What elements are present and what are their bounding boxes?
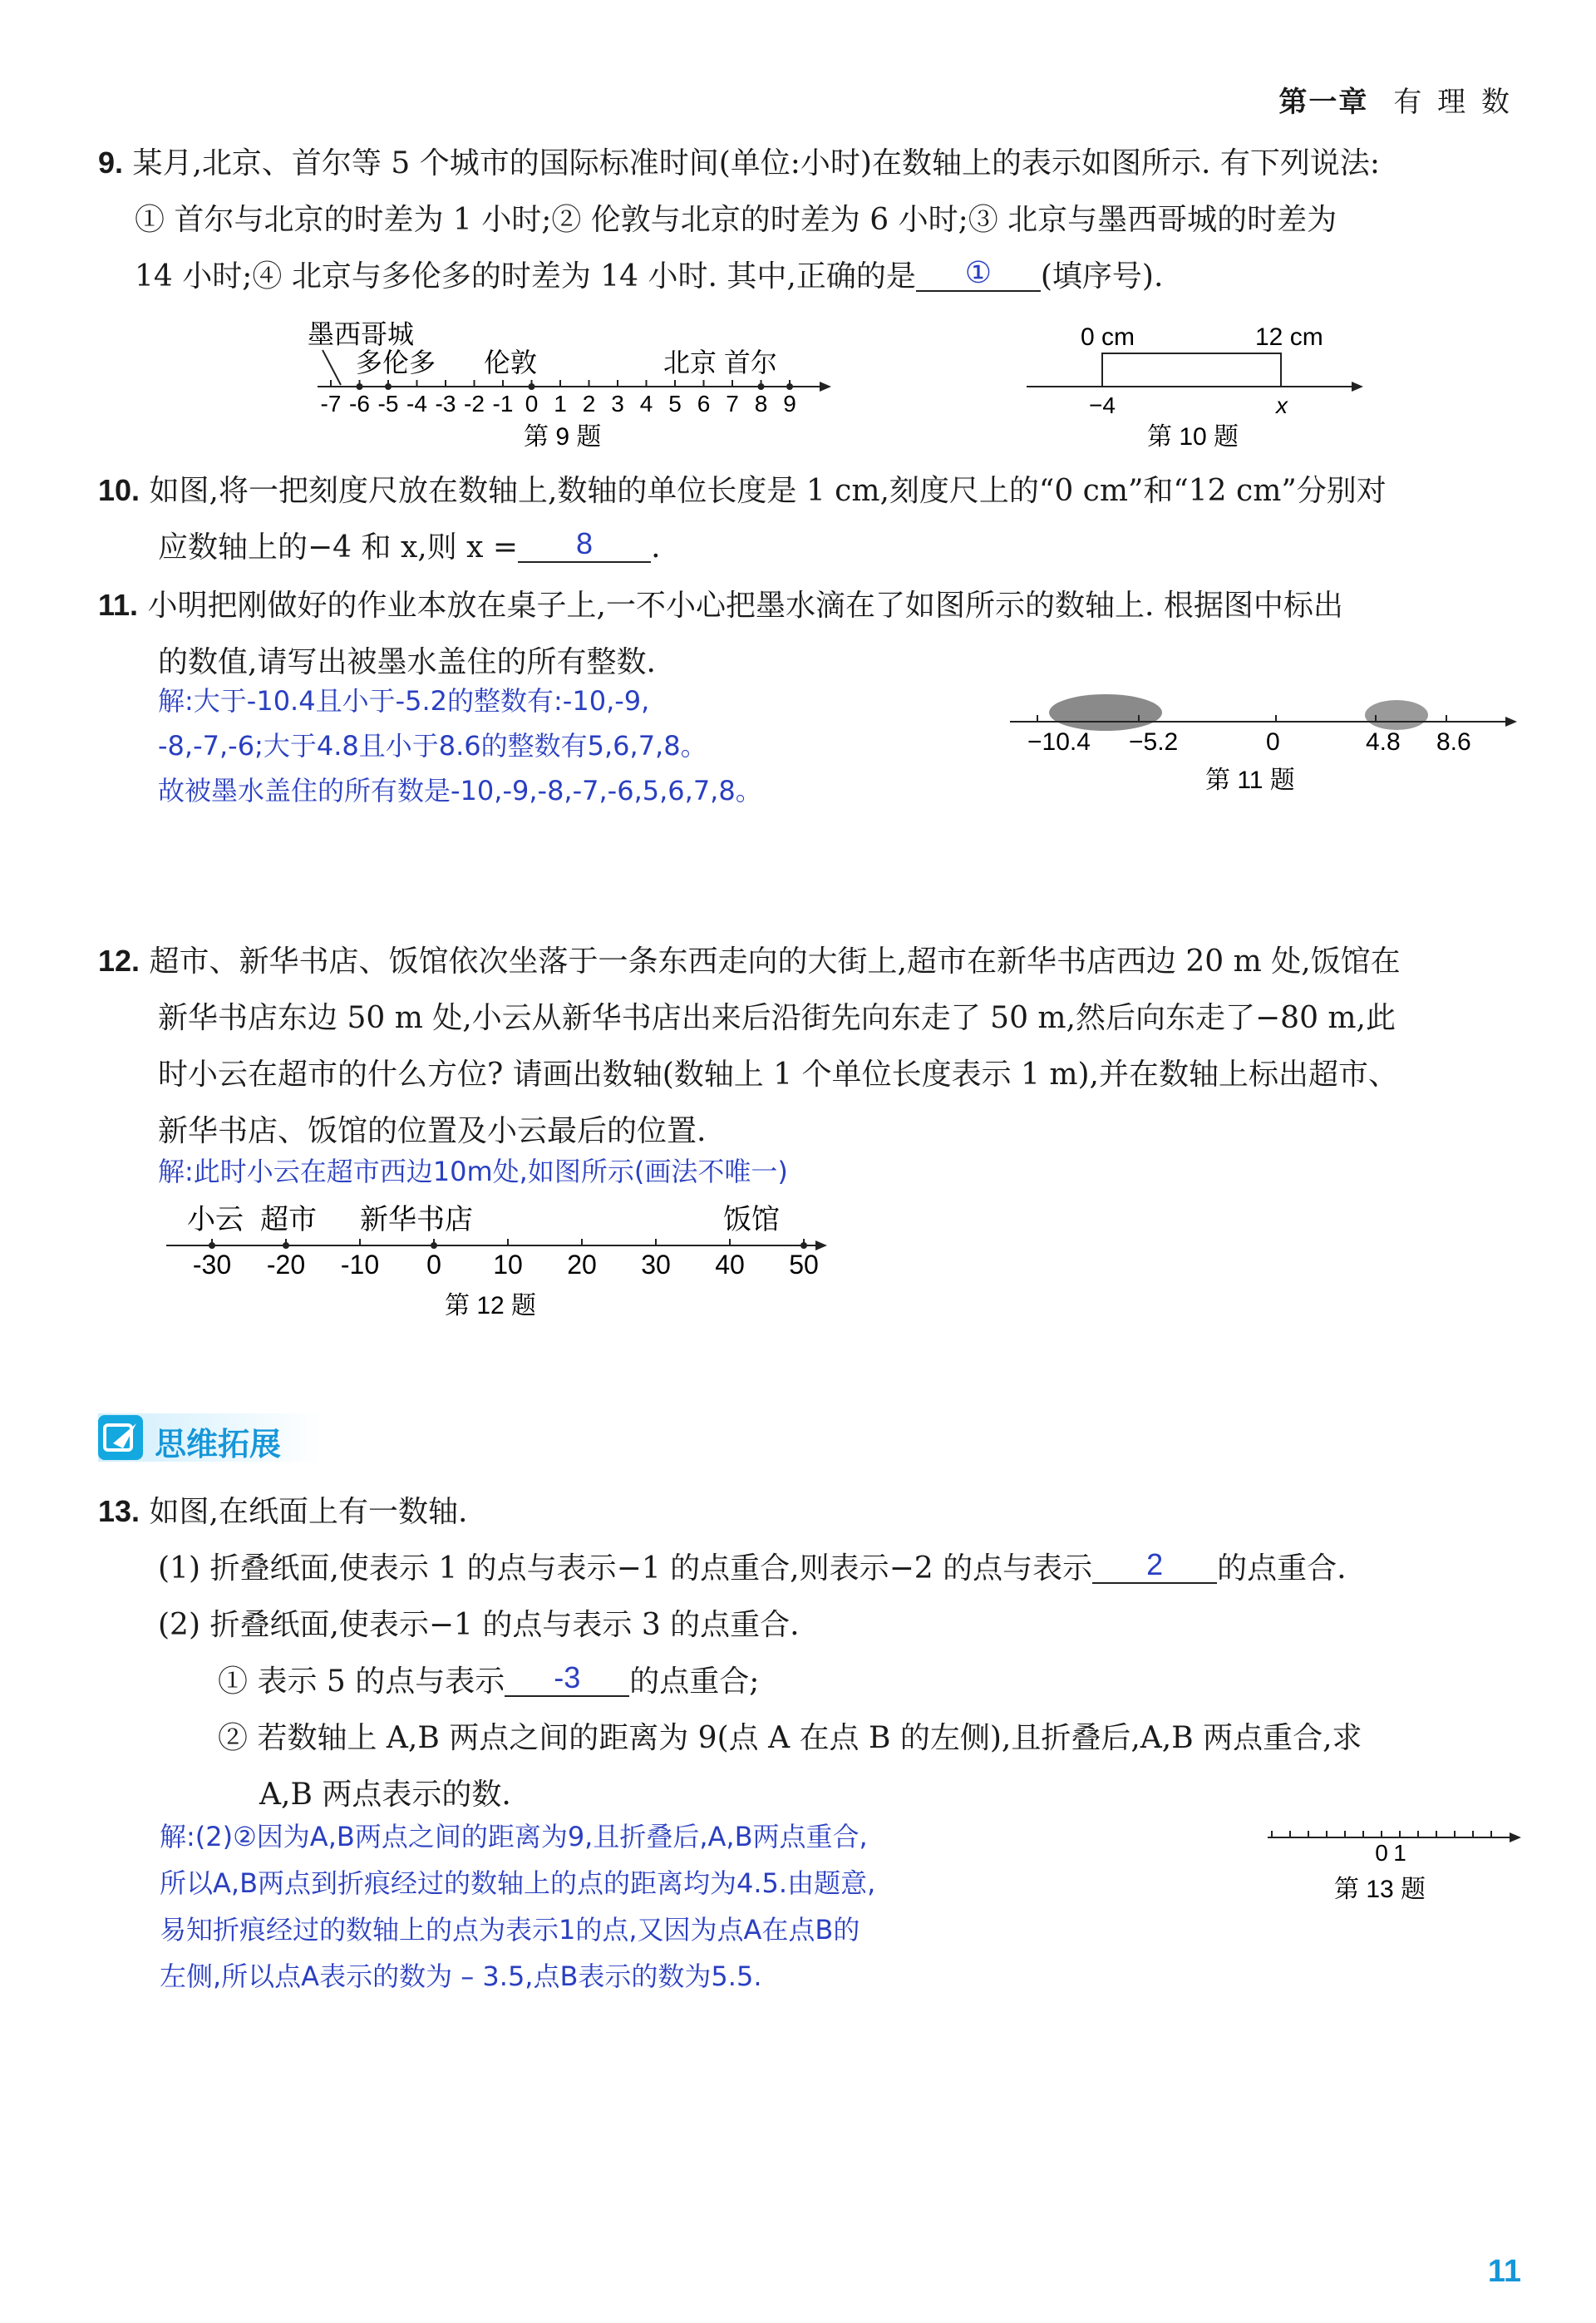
q13-number: 13. bbox=[98, 1494, 140, 1528]
q9-tick-label: 1 bbox=[554, 391, 567, 417]
q13-part1-text-b: 的点重合. bbox=[1217, 1551, 1347, 1586]
q9-label-toronto: 多伦多 bbox=[356, 348, 436, 377]
q13-solution-line2: 所以A,B两点到折痕经过的数轴上的点的距离均为4.5.由题意, bbox=[160, 1867, 876, 1899]
q9-city-point bbox=[385, 383, 392, 390]
q13-figure bbox=[1264, 1821, 1530, 1912]
q11-line1 bbox=[98, 582, 1343, 624]
q13-part1-text-a: (1) 折叠纸面,使表示 1 的点与表示−1 的点重合,则表示−2 的点与表示 bbox=[158, 1551, 1093, 1586]
q9-mexico-pointer bbox=[323, 350, 341, 385]
q12-figure bbox=[162, 1197, 835, 1322]
q12-text1: 超市、新华书店、饭馆依次坐落于一条东西走向的大街上,超市在新华书店西边 20 m 处,饭馆在 bbox=[149, 944, 1401, 979]
q10-label-x: x bbox=[1276, 392, 1288, 418]
q9-tick-label: 2 bbox=[582, 391, 596, 417]
q13-solution-line4: 左侧,所以点A表示的数为 – 3.5,点B表示的数为5.5. bbox=[160, 1960, 762, 1992]
q9-line1 bbox=[98, 140, 1380, 182]
q11-tick-label: 4.8 bbox=[1366, 728, 1401, 756]
page-number: 11 bbox=[1487, 2254, 1521, 2289]
q9-tick-label: -5 bbox=[377, 391, 399, 417]
q9-city-point bbox=[758, 383, 765, 390]
q9-figure bbox=[308, 312, 840, 453]
q9-axis-arrow bbox=[820, 382, 831, 392]
q10-axis-arrow bbox=[1352, 382, 1363, 392]
chapter-title: 有 理 数 bbox=[1393, 86, 1513, 119]
q10-figure bbox=[1022, 320, 1372, 453]
paper-plane-icon-glyph bbox=[98, 1415, 143, 1460]
q12-line4: 新华书店、饭馆的位置及小云最后的位置. bbox=[158, 1114, 707, 1148]
q9-text3b: (填序号). bbox=[1040, 259, 1164, 293]
q10-answer-blank: 8 bbox=[518, 526, 651, 563]
q9-caption: 第 9 题 bbox=[524, 423, 602, 451]
q9-tick-label: -4 bbox=[406, 391, 427, 417]
q10-caption: 第 10 题 bbox=[1147, 423, 1239, 451]
q10-line2 bbox=[158, 524, 661, 566]
chapter-label: 第一章 bbox=[1278, 86, 1369, 119]
q10-text2a: 应数轴上的−4 和 x,则 x = bbox=[158, 530, 519, 565]
q13-part2-sub1 bbox=[218, 1658, 759, 1700]
paper-plane-icon bbox=[98, 1415, 143, 1460]
q11-tick-label: 8.6 bbox=[1436, 728, 1471, 756]
q12-number: 12. bbox=[98, 944, 140, 978]
q12-label-supermarket: 超市 bbox=[260, 1204, 317, 1235]
q9-city-point bbox=[529, 383, 535, 390]
q11-ink-blot-right bbox=[1365, 700, 1428, 730]
q9-label-london: 伦敦 bbox=[484, 348, 538, 377]
q10-label-0cm: 0 cm bbox=[1081, 323, 1135, 351]
q13-solution-line1: 解:(2)②因为A,B两点之间的距离为9,且折叠后,A,B两点重合, bbox=[160, 1821, 868, 1852]
q12-caption: 第 12 题 bbox=[445, 1292, 537, 1319]
q10-ruler bbox=[1102, 353, 1281, 387]
q9-tick-label: 5 bbox=[668, 391, 682, 417]
q12-solution: 解:此时小云在超市西边10m处,如图所示(画法不唯一) bbox=[158, 1156, 788, 1187]
q11-axis-arrow bbox=[1505, 717, 1517, 727]
q12-tick-label: 10 bbox=[493, 1250, 523, 1280]
q13-text1: 如图,在纸面上有一数轴. bbox=[149, 1495, 468, 1529]
q11-caption: 第 11 题 bbox=[1205, 767, 1295, 794]
q9-label-mexico: 墨西哥城 bbox=[308, 319, 415, 349]
q11-figure bbox=[1006, 690, 1521, 806]
q13-part1-answer-blank: 2 bbox=[1092, 1547, 1217, 1584]
q11-line2: 的数值,请写出被墨水盖住的所有整数. bbox=[158, 645, 656, 679]
q10-line1 bbox=[98, 467, 1387, 510]
q12-label-bookstore: 新华书店 bbox=[360, 1204, 473, 1235]
q13-part2-sub2-line2: A,B 两点表示的数. bbox=[259, 1778, 511, 1812]
q12-tick-label: 30 bbox=[641, 1250, 671, 1280]
q13-tick-label: 0 bbox=[1375, 1840, 1388, 1866]
q9-line2: ① 首尔与北京的时差为 1 小时;② 伦敦与北京的时差为 6 小时;③ 北京与墨西哥城的时差为 bbox=[135, 203, 1337, 237]
q9-line3 bbox=[135, 253, 1163, 295]
q13-line1 bbox=[98, 1488, 467, 1531]
q11-tick-label: −5.2 bbox=[1129, 728, 1179, 756]
q11-solution-line2: -8,-7,-6;大于4.8且小于8.6的整数有5,6,7,8。 bbox=[158, 730, 707, 762]
q12-tick-label: -20 bbox=[266, 1250, 306, 1280]
q9-city-point bbox=[357, 383, 363, 390]
q9-tick-label: 9 bbox=[783, 391, 796, 417]
q9-tick-label: 4 bbox=[639, 391, 653, 417]
q9-tick-label: 8 bbox=[754, 391, 768, 417]
q10-number: 10. bbox=[98, 473, 140, 507]
q9-number: 9. bbox=[98, 145, 124, 180]
q10-text1: 如图,将一把刻度尺放在数轴上,数轴的单位长度是 1 cm,刻度尺上的“0 cm”和“12 cm”分别对 bbox=[149, 474, 1387, 508]
q12-label-restaurant: 饭馆 bbox=[723, 1204, 780, 1235]
q9-ticks bbox=[321, 380, 796, 417]
q11-solution-line3: 故被墨水盖住的所有数是-10,-9,-8,-7,-6,5,6,7,8。 bbox=[158, 775, 762, 806]
q12-tick-label: -10 bbox=[340, 1250, 380, 1280]
q9-text3a: 14 小时;④ 北京与多伦多的时差为 14 小时. 其中,正确的是 bbox=[135, 259, 916, 293]
q13-part2-sub1-text-b: 的点重合; bbox=[629, 1665, 760, 1699]
q12-place-point bbox=[209, 1242, 215, 1249]
q11-tick-label: −10.4 bbox=[1027, 728, 1091, 756]
q9-text1: 某月,北京、首尔等 5 个城市的国际标准时间(单位:小时)在数轴上的表示如图所示. 有下列说法: bbox=[132, 146, 1380, 180]
q9-answer-blank: ① bbox=[916, 255, 1041, 292]
q9-tick-label: 3 bbox=[611, 391, 624, 417]
q9-tick-label: 6 bbox=[697, 391, 711, 417]
q13-part2-sub1-text-a: ① 表示 5 的点与表示 bbox=[218, 1665, 505, 1699]
q13-part2: (2) 折叠纸面,使表示−1 的点与表示 3 的点重合. bbox=[158, 1608, 800, 1642]
q12-line2: 新华书店东边 50 m 处,小云从新华书店出来后沿街先向东走了 50 m,然后向东走了−80 m,此 bbox=[158, 1001, 1396, 1035]
q9-tick-label: 0 bbox=[525, 391, 539, 417]
q11-ink-blot-left bbox=[1049, 694, 1162, 731]
q9-city-point bbox=[786, 383, 793, 390]
q9-tick-label: 7 bbox=[726, 391, 739, 417]
q11-tick-label: 0 bbox=[1266, 728, 1280, 756]
q12-label-xiaoyun: 小云 bbox=[187, 1204, 244, 1235]
q11-number: 11. bbox=[98, 588, 139, 622]
q9-tick-label: -1 bbox=[492, 391, 514, 417]
section-title: 思维拓展 bbox=[155, 1426, 282, 1462]
q13-solution-line3: 易知折痕经过的数轴上的点为表示1的点,又因为点A在点B的 bbox=[160, 1914, 860, 1946]
q9-tick-label: -2 bbox=[464, 391, 485, 417]
q13-part2-sub1-answer-blank: -3 bbox=[505, 1660, 629, 1697]
q9-tick-label: -7 bbox=[320, 391, 342, 417]
q10-text2b: . bbox=[651, 530, 661, 565]
q12-place-point bbox=[283, 1242, 289, 1249]
q13-part1 bbox=[158, 1545, 1347, 1587]
q9-label-beijing-seoul: 北京 首尔 bbox=[663, 348, 777, 377]
q9-tick-label: -3 bbox=[435, 391, 456, 417]
q12-place-point bbox=[431, 1242, 437, 1249]
q13-ticks bbox=[1272, 1831, 1491, 1866]
q12-tick-label: 0 bbox=[426, 1250, 441, 1280]
q13-part2-sub2-line1: ② 若数轴上 A,B 两点之间的距离为 9(点 A 在点 B 的左侧),且折叠后,A,B 两点重合,求 bbox=[218, 1721, 1362, 1755]
q11-text1: 小明把刚做好的作业本放在桌子上,一不小心把墨水滴在了如图所示的数轴上. 根据图中标出 bbox=[147, 589, 1343, 623]
q13-caption: 第 13 题 bbox=[1334, 1876, 1426, 1903]
q12-tick-label: -30 bbox=[192, 1250, 232, 1280]
q12-tick-label: 20 bbox=[567, 1250, 597, 1280]
q10-label-12cm: 12 cm bbox=[1255, 323, 1323, 351]
q12-tick-label: 40 bbox=[715, 1250, 745, 1280]
q10-label-minus4: −4 bbox=[1089, 392, 1116, 418]
q12-tick-label: 50 bbox=[789, 1250, 819, 1280]
chapter-header bbox=[1278, 79, 1513, 120]
q13-tick-label: 1 bbox=[1393, 1840, 1406, 1866]
q12-line3: 时小云在超市的什么方位? 请画出数轴(数轴上 1 个单位长度表示 1 m),并在数轴上标出超市、 bbox=[158, 1058, 1398, 1092]
q9-tick-label: -6 bbox=[349, 391, 370, 417]
q12-line1 bbox=[98, 938, 1401, 980]
q13-axis-arrow bbox=[1510, 1832, 1521, 1842]
q12-place-point bbox=[800, 1242, 807, 1249]
q11-solution-line1: 解:大于-10.4且小于-5.2的整数有:-10,-9, bbox=[158, 685, 650, 717]
